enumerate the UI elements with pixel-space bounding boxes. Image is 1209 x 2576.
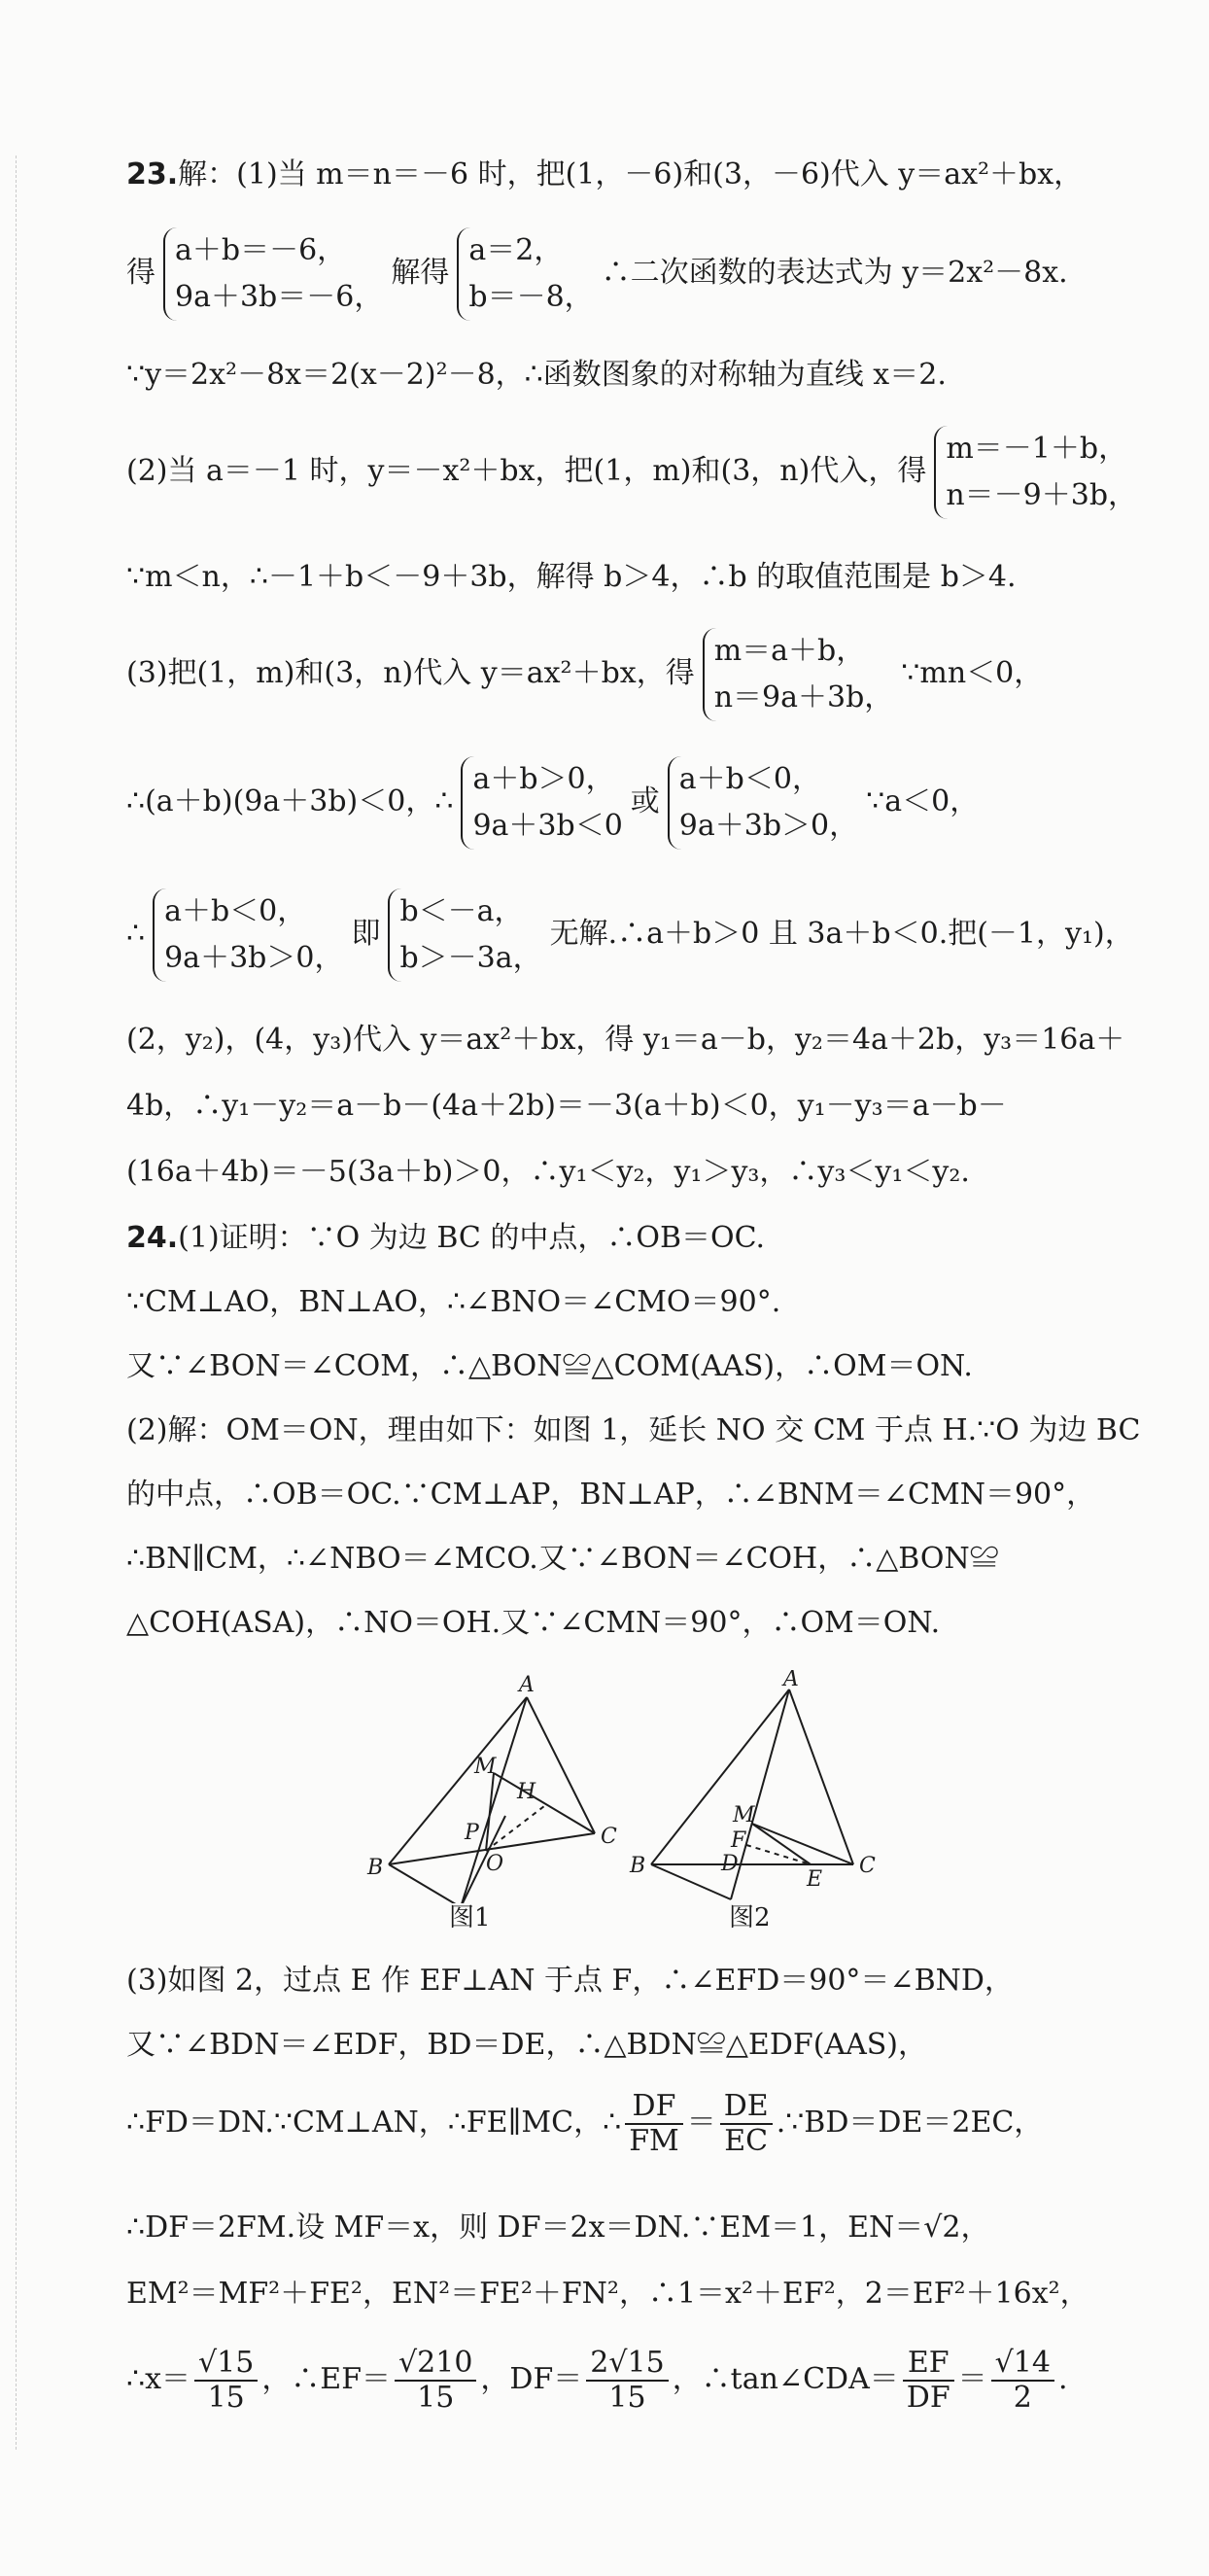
q24-line-3: 又∵∠BON＝∠COM，∴△BON≌△COM(AAS)，∴OM＝ON. <box>126 1349 973 1383</box>
q24-line-7: △COH(ASA)，∴NO＝OH.又∵∠CMN＝90°，∴OM＝ON. <box>126 1606 941 1640</box>
q23-line-7: ∴(a＋b)(9a＋3b)＜0，∴ a＋b＞0， 9a＋3b＜0 或 a＋b＜0， 9a＋3b＞0， ∵a＜0， <box>126 756 1151 850</box>
q23-line-9: (2，y₂)，(4，y₃)代入 y＝ax²＋bx，得 y₁＝a－b，y₂＝4a＋2b，y₃＝16a＋ <box>126 1023 1125 1057</box>
fig2-segment-AN <box>731 1689 789 1899</box>
fig2-label-D: D <box>721 1852 739 1876</box>
fig2-segment-AC <box>789 1689 853 1864</box>
fraction: $\frac{√15}{15}$ <box>194 2347 258 2415</box>
equation-system: m＝a＋b， n＝9a＋3b， <box>703 628 894 721</box>
q23-line-6: (3)把(1，m)和(3，n)代入 y＝ax²＋bx，得 m＝a＋b， n＝9a＋3b， ∵mn＜0， <box>126 628 1151 721</box>
fig2-segment-BN <box>651 1864 731 1899</box>
fraction: $\frac{DE}{EC}$ <box>720 2090 773 2158</box>
fig1-label-B: B <box>367 1856 384 1880</box>
fig2-label-M: M <box>733 1803 755 1828</box>
equation-system: m＝－1＋b， n＝－9＋3b， <box>934 426 1137 519</box>
fraction: $\frac{√210}{15}$ <box>395 2347 476 2415</box>
q24-line-13: ∴x＝ $\frac{√15}{15}$ ，∴EF＝ $\frac{√210}{15}$ ，DF＝ $\frac{2√15}{15}$ ，∴tan∠CDA＝ $\frac{EF}{DF}$ ＝ $\frac{√14}{2}$ . <box>126 2346 1068 2415</box>
figure-1-caption: 图1 <box>449 1903 491 1932</box>
q23-line-10: 4b，∴y₁－y₂＝a－b－(4a＋2b)＝－3(a＋b)＜0，y₁－y₃＝a－b－ <box>126 1089 1007 1123</box>
q24-line-5: 的中点，∴OB＝OC.∵CM⊥AP，BN⊥AP，∴∠BNM＝∠CMN＝90°， <box>126 1478 1096 1512</box>
equation-system: a＋b＝－6， 9a＋3b＝－6， <box>163 227 383 321</box>
fraction: $\frac{√14}{2}$ <box>991 2347 1054 2415</box>
q23-line-8: ∴ a＋b＜0， 9a＋3b＞0， 即 b＜－a， b＞－3a， 无解.∴a＋b＞0 且 3a＋b＜0.把(－1，y₁)， <box>126 888 1151 982</box>
q24-line-10: ∴FD＝DN.∵CM⊥AN，∴FE∥MC，∴ $\frac{DF}{FM}$ ＝ $\frac{DE}{EC}$ .∵BD＝DE＝2EC， <box>126 2089 1044 2158</box>
q23-line-5: ∵m＜n，∴－1＋b＜－9＋3b，解得 b＞4，∴b 的取值范围是 b＞4. <box>126 560 1017 594</box>
q23-line-2: 得 a＋b＝－6， 9a＋3b＝－6， 解得 a＝2， b＝－8， ∴二次函数的表达式为 y＝2x²－8x. <box>126 227 1151 321</box>
fig2-segment-BA <box>651 1689 789 1864</box>
inequality-system: b＜－a， b＞－3a， <box>388 888 541 982</box>
q24-line-2: ∵CM⊥AO，BN⊥AO，∴∠BNO＝∠CMO＝90°. <box>126 1285 781 1319</box>
fig1-segment-MO <box>486 1773 494 1851</box>
fraction: $\frac{EF}{DF}$ <box>903 2347 954 2415</box>
fig1-label-O: O <box>486 1852 504 1876</box>
q24-line-6: ∴BN∥CM，∴∠NBO＝∠MCO.又∵∠BON＝∠COH，∴△BON≌ <box>126 1542 999 1576</box>
q23-line-11: (16a＋4b)＝－5(3a＋b)＞0，∴y₁＜y₂，y₁＞y₃，∴y₃＜y₁＜y₂. <box>126 1155 970 1189</box>
inequality-system: a＋b＞0， 9a＋3b＜0 <box>461 756 622 850</box>
q23-line-4: (2)当 a＝－1 时，y＝－x²＋bx，把(1，m)和(3，n)代入，得 m＝－1＋b， n＝－9＋3b， <box>126 426 1151 519</box>
fig2-label-F: F <box>731 1828 746 1853</box>
fig2-label-E: E <box>807 1867 823 1892</box>
fig2-dashed-FE <box>746 1845 811 1864</box>
q24-line-12: EM²＝MF²＋FE²，EN²＝FE²＋FN²，∴1＝x²＋EF²，2＝EF²＋16x²， <box>126 2277 1089 2311</box>
q24-line-1: 24.(1)证明：∵O 为边 BC 的中点，∴OB＝OC. <box>126 1221 766 1255</box>
margin-rule <box>16 156 17 2450</box>
fig2-label-B: B <box>630 1854 646 1878</box>
fig1-label-C: C <box>601 1825 617 1849</box>
fig2-label-C: C <box>859 1854 876 1878</box>
inequality-system: a＋b＜0， 9a＋3b＞0， <box>153 888 343 982</box>
fig1-label-A: A <box>519 1673 535 1697</box>
q23-number: 23. <box>126 157 179 191</box>
fig1-label-M: M <box>474 1755 497 1779</box>
fig1-dashed-OH <box>486 1806 544 1851</box>
figure-1-and-2 <box>350 1670 894 1903</box>
fraction: $\frac{2√15}{15}$ <box>586 2347 668 2415</box>
geometry-figures <box>350 1670 894 1932</box>
equation-system: a＝2， b＝－8， <box>457 227 593 321</box>
inequality-system: a＋b＜0， 9a＋3b＞0， <box>668 756 858 850</box>
q24-number: 24. <box>126 1221 179 1255</box>
q24-line-11: ∴DF＝2FM.设 MF＝x，则 DF＝2x＝DN.∵EM＝1，EN＝√2， <box>126 2210 990 2245</box>
fig1-label-H: H <box>517 1780 536 1804</box>
q23-line-1: 23.解：(1)当 m＝n＝－6 时，把(1，－6)和(3，－6)代入 y＝ax²＋bx， <box>126 157 1084 191</box>
q23-line-3: ∵y＝2x²－8x＝2(x－2)²－8，∴函数图象的对称轴为直线 x＝2. <box>126 358 947 392</box>
fig1-label-P: P <box>465 1821 479 1845</box>
fraction: $\frac{DF}{FM}$ <box>625 2090 683 2158</box>
q24-line-8: (3)如图 2，过点 E 作 EF⊥AN 于点 F，∴∠EFD＝90°＝∠BND， <box>126 1964 1014 1998</box>
q24-line-4: (2)解：OM＝ON，理由如下：如图 1，延长 NO 交 CM 于点 H.∵O 为边 BC <box>126 1413 1141 1447</box>
q24-line-9: 又∵∠BDN＝∠EDF，BD＝DE，∴△BDN≌△EDF(AAS)， <box>126 2028 927 2062</box>
fig2-label-A: A <box>783 1670 799 1691</box>
figure-2-caption: 图2 <box>729 1903 771 1932</box>
